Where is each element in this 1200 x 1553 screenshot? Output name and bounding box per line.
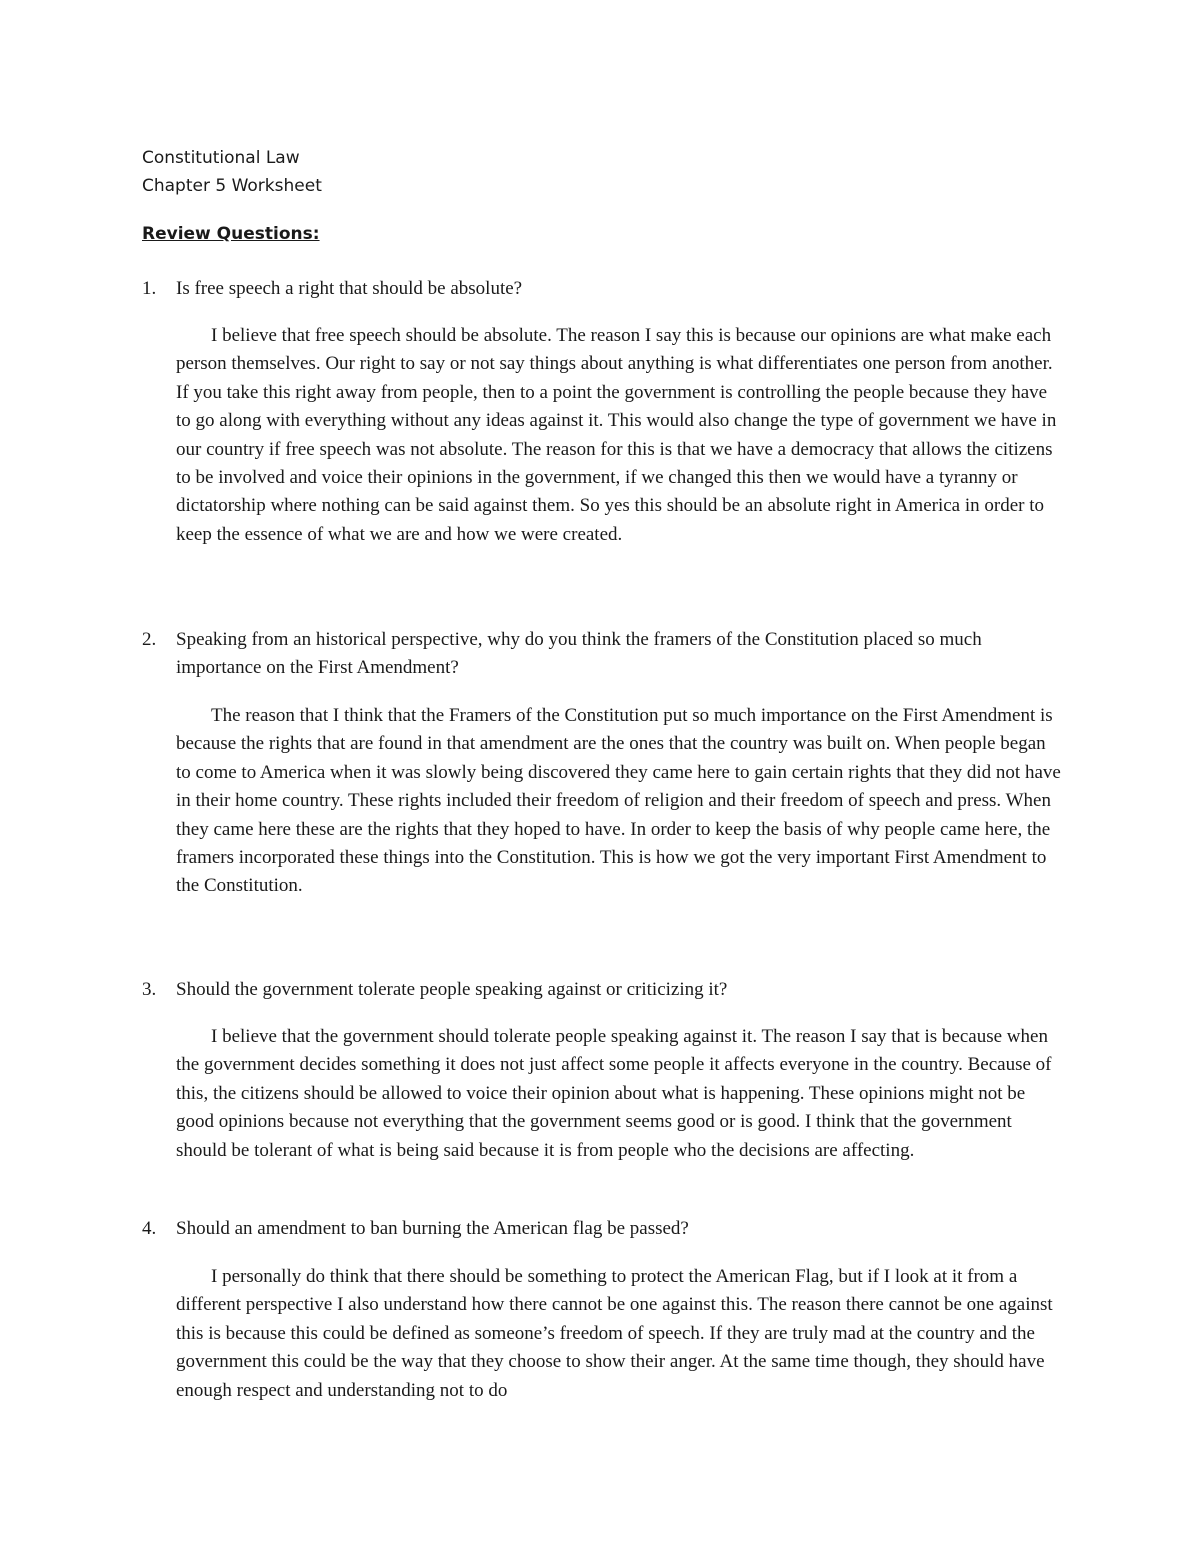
course-title: Constitutional Law (142, 148, 300, 168)
question-3 (142, 976, 1042, 1004)
answer-1: I believe that free speech should be absolute. The reason I say this is because our opinions are what make each person themselves. Our right to say or not say things about anything is what differentiates one person from another. If you take this right away from people, then to a point the government is controlling the people because they have to go along with everything without any ideas against it. This would also change the type of government we have in our country if free speech was not absolute. The reason for this is that we have a democracy that allows the citizens to be involved and voice their opinions in the government, if we changed this then we would have a tyranny or dictatorship where nothing can be said against them. So yes this should be an absolute right in America in order to keep the essence of what we are and how we were created. (176, 325, 1057, 545)
question-2 (142, 626, 1042, 683)
question-1 (142, 275, 1042, 303)
question-number: 2. (142, 629, 157, 650)
question-text: Speaking from an historical perspective, why do you think the framers of the Constitution placed so much importance on the First Amendment? (176, 629, 982, 679)
question-4 (142, 1215, 1042, 1243)
question-number: 1. (142, 278, 157, 299)
answer-3: I believe that the government should tolerate people speaking against it. The reason I say that is because when the government decides something it does not just affect some people it affects everyone in the country. Because of this, the citizens should be allowed to voice their opinion about what is happening. These opinions might not be good opinions because not everything that the government seems good or is good. I think that the government should be tolerant of what is being said because it is from people who the decisions are affecting. (176, 1026, 1052, 1161)
worksheet-title: Chapter 5 Worksheet (142, 176, 322, 196)
document-header (142, 144, 322, 200)
question-number: 4. (142, 1218, 157, 1239)
question-text: Is free speech a right that should be absolute? (176, 278, 523, 299)
question-text: Should an amendment to ban burning the American flag be passed? (176, 1218, 689, 1239)
question-number: 3. (142, 979, 157, 1000)
section-heading: Review Questions: (142, 224, 320, 244)
answer-2: The reason that I think that the Framers of the Constitution put so much importance on the First Amendment is because the rights that are found in that amendment are the ones that the country was built on. When people began to come to America when it was slowly being discovered they came here to gain certain rights that they did not have in their home country. These rights included their freedom of religion and their freedom of speech and press. When they came here these are the rights that they hoped to have. In order to keep the basis of why people came here, the framers incorporated these things into the Constitution. This is how we got the very important First Amendment to the Constitution. (176, 705, 1061, 897)
question-text: Should the government tolerate people speaking against or criticizing it? (176, 979, 728, 1000)
answer-4: I personally do think that there should be something to protect the American Flag, but if I look at it from a different perspective I also understand how there cannot be one against this. The reason there cannot be one against this is because this could be defined as someone’s freedom of speech. If they are truly mad at the country and the government this could be the way that they choose to show their anger. At the same time though, they should have enough respect and understanding not to do (176, 1266, 1053, 1401)
